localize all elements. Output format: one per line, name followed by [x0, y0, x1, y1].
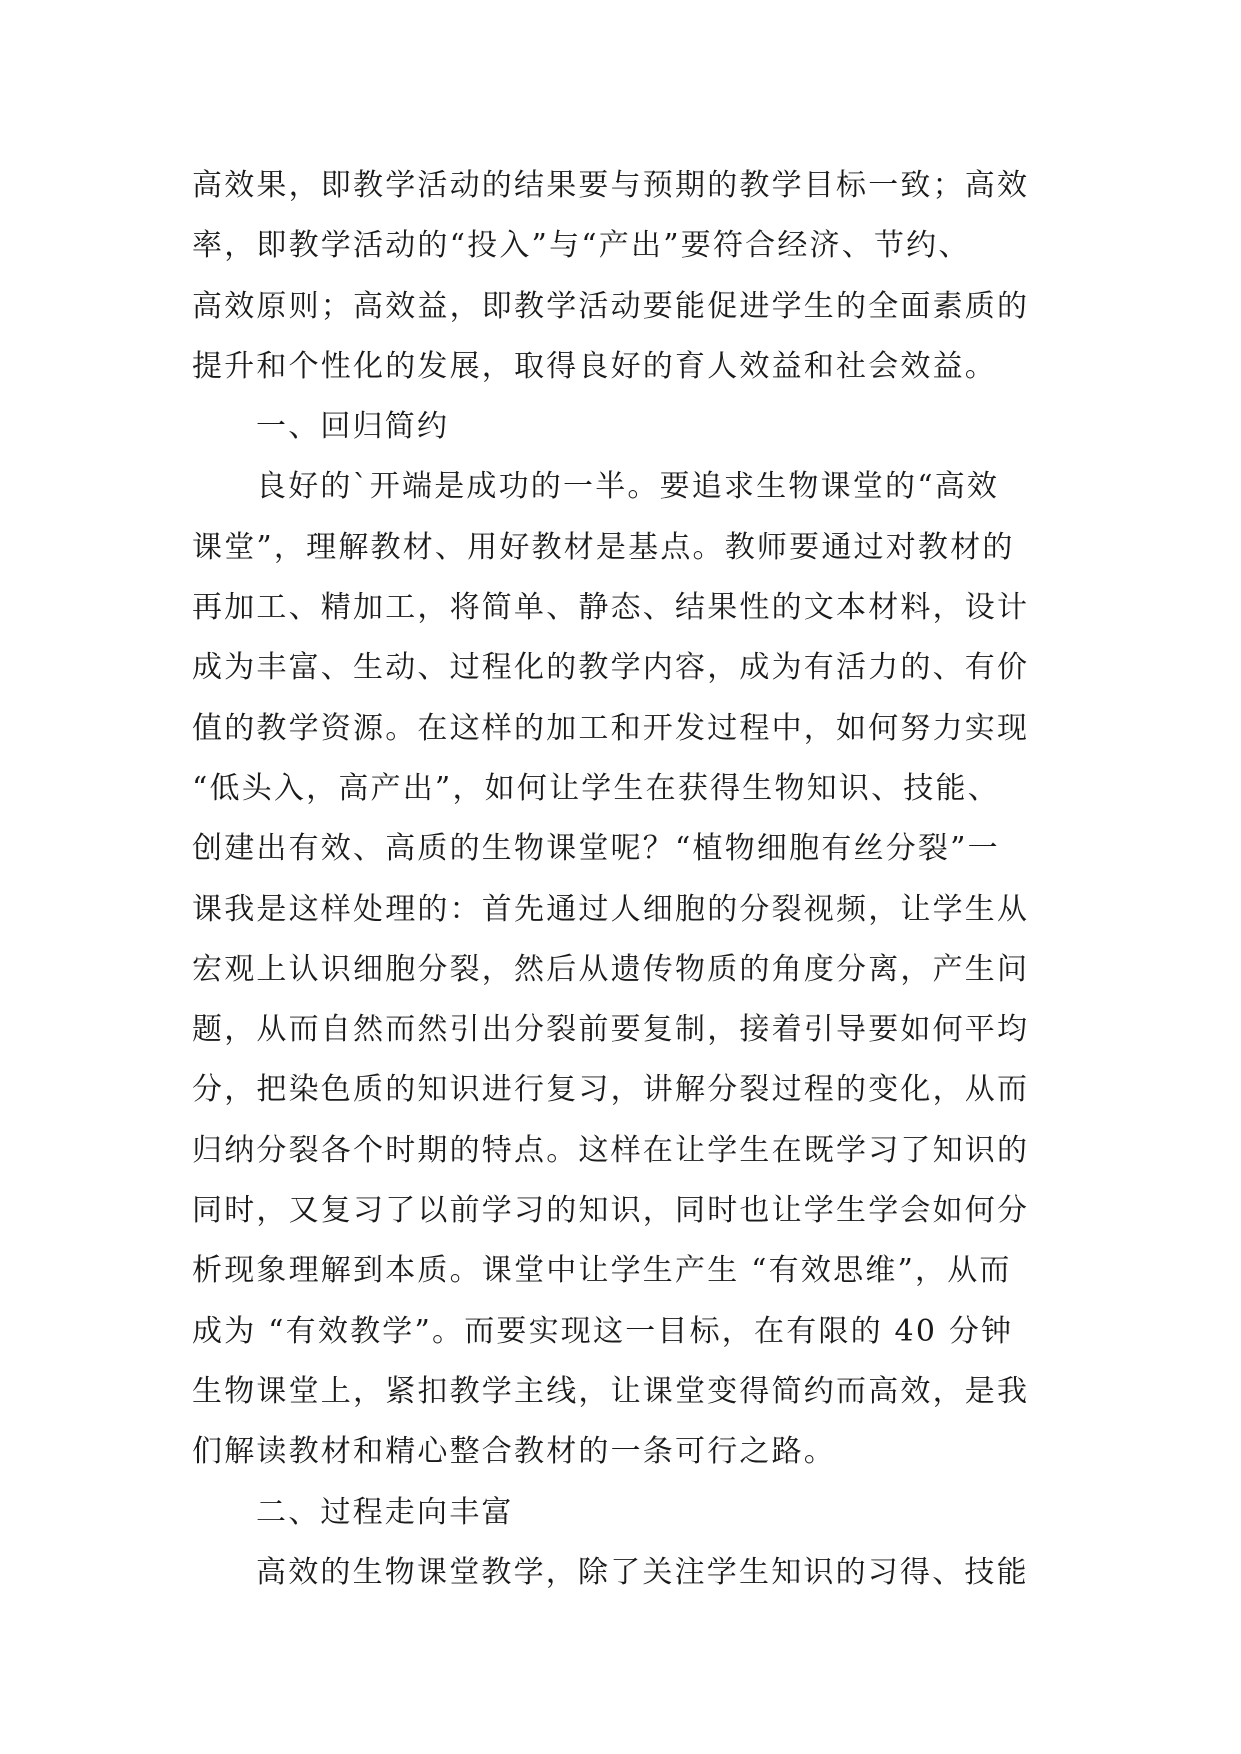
text-line: 成为丰富、生动、过程化的教学内容，成为有活力的、有价: [192, 650, 1030, 686]
section-heading-2: 二、过程走向丰富: [256, 1494, 514, 1530]
text-line: “低头入，高产出”，如何让学生在获得生物知识、技能、: [192, 770, 1000, 806]
section-heading-1: 一、回归简约: [256, 409, 450, 445]
text-line: 提升和个性化的发展，取得良好的育人效益和社会效益。: [192, 348, 997, 384]
text-line: 创建出有效、高质的生物课堂呢？“植物细胞有丝分裂”一: [192, 831, 1000, 867]
body-text: [192, 156, 1072, 1603]
text-line: 高效果，即教学活动的结果要与预期的教学目标一致；高效: [192, 168, 1030, 203]
text-line: 同时，又复习了以前学习的知识，同时也让学生学会如何分: [192, 1193, 1030, 1229]
text-line: 们解读教材和精心整合教材的一条可行之路。: [192, 1434, 836, 1470]
text-line: 良好的`开端是成功的一半。要追求生物课堂的“高效: [256, 469, 1000, 505]
text-line: 题，从而自然而然引出分裂前要复制，接着引导要如何平均: [192, 1012, 1030, 1048]
text-line: 生物课堂上，紧扣教学主线，让课堂变得简约而高效，是我: [192, 1373, 1030, 1409]
text-line: 再加工、精加工，将简单、静态、结果性的文本材料，设计: [192, 590, 1030, 626]
text-line: 成为 “有效教学”。而要实现这一目标，在有限的 40 分钟: [192, 1313, 1014, 1349]
text-line: 课堂”，理解教材、用好教材是基点。教师要通过对教材的: [192, 529, 1015, 565]
text-line: 率，即教学活动的“投入”与“产出”要符合经济、节约、: [192, 228, 971, 264]
text-line: 高效的生物课堂教学，除了关注学生知识的习得、技能: [256, 1554, 1029, 1590]
text-line: 课我是这样处理的：首先通过人细胞的分裂视频，让学生从: [192, 891, 1030, 927]
text-line: 分，把染色质的知识进行复习，讲解分裂过程的变化，从而: [192, 1072, 1030, 1108]
text-line: 宏观上认识细胞分裂，然后从遗传物质的角度分离，产生问: [192, 951, 1030, 987]
text-line: 析现象理解到本质。课堂中让学生产生 “有效思维”，从而: [192, 1253, 1012, 1289]
text-line: 高效原则；高效益，即教学活动要能促进学生的全面素质的: [192, 288, 1030, 324]
text-line: 值的教学资源。在这样的加工和开发过程中，如何努力实现: [192, 710, 1030, 746]
text-line: 归纳分裂各个时期的特点。这样在让学生在既学习了知识的: [192, 1132, 1030, 1168]
